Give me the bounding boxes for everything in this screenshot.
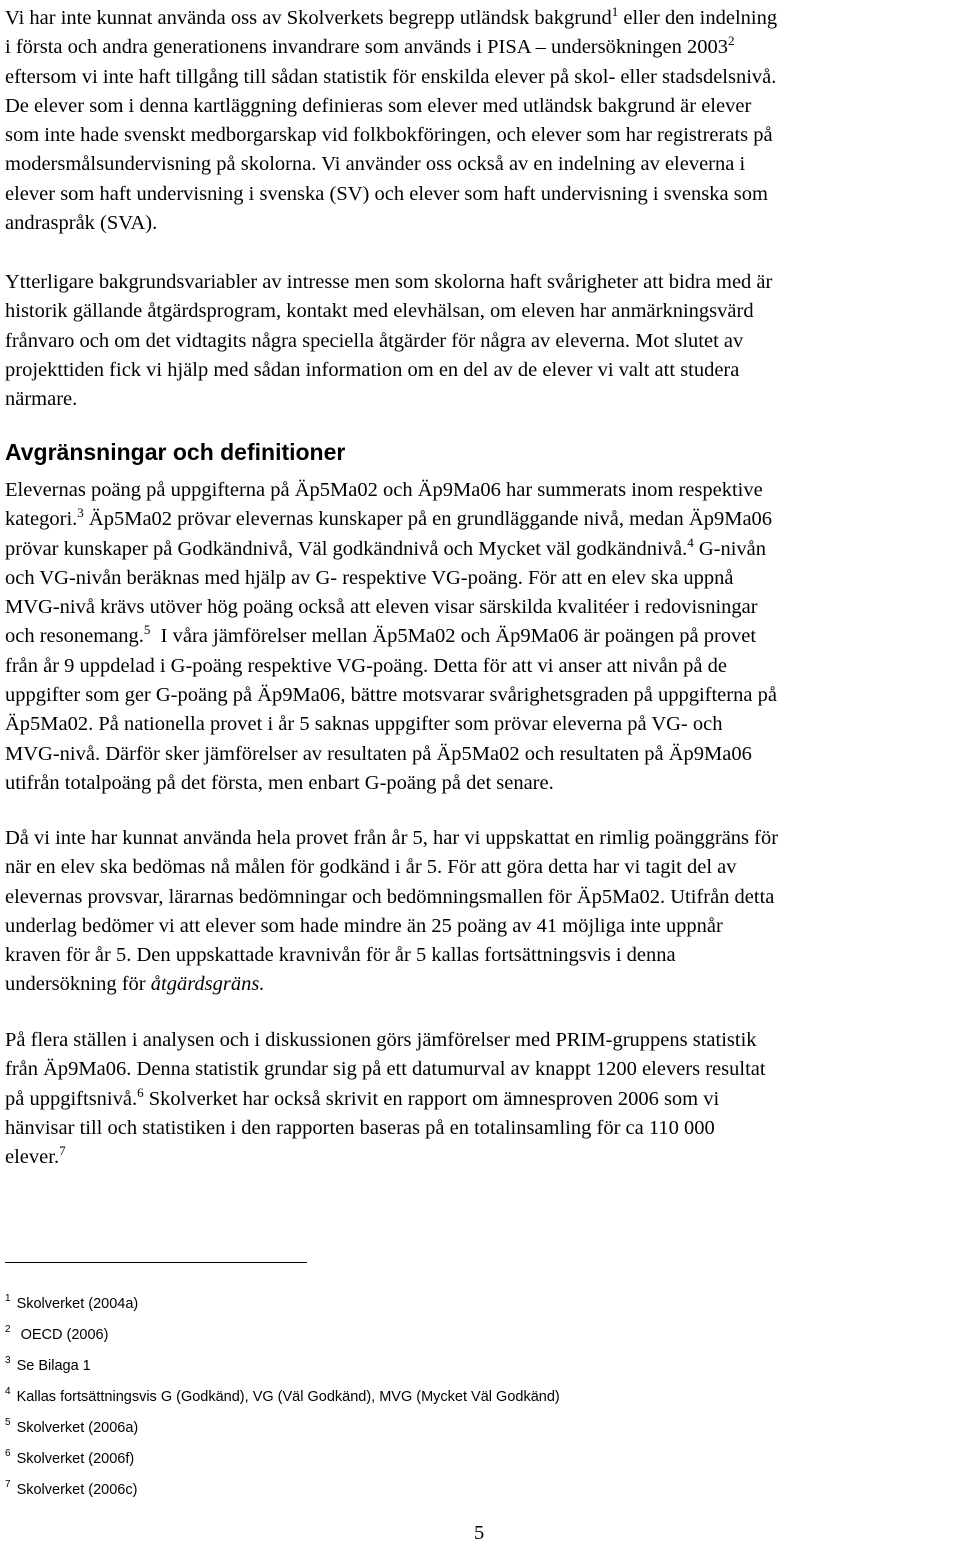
text-line: elevernas provsvar, lärarnas bedömningar och bedömningsmallen för Äp5Ma02. Utifrån detta [5,885,775,908]
text-line: undersökning för åtgärdsgräns. [5,973,265,996]
text-line: Ytterligare bakgrundsvariabler av intresse men som skolorna haft svårigheter att bidra med är [5,271,773,293]
text-line: uppgifter som ger G-poäng på Äp9Ma06, bättre motsvarar svårighetsgraden på uppgifterna på [5,684,777,707]
paragraph-background-definition [5,4,957,238]
text-line: kategori.$^3$ Äp5Ma02 prövar elevernas kunskaper på en grundläggande nivå, medan Äp9Ma06 [5,505,773,531]
footnote: $^1$ Skolverket (2004a) [5,1293,139,1312]
footnote: $^2$ OECD (2006) [5,1324,109,1343]
text-line: närmare. [5,388,78,411]
text-line: Då vi inte har kunnat använda hela provet från år 5, har vi uppskattat en rimlig poänggräns för [5,827,779,849]
text-line: på uppgiftsnivå.$^6$ Skolverket har också skrivit en rapport om ämnesproven 2006 som vi [5,1084,720,1110]
footnote-ref: 6 [137,1084,144,1100]
text-line: Vi har inte kunnat använda oss av Skolverkets begrepp utländsk bakgrund$^1$ eller den indelning [5,4,778,29]
paragraph-background-variables [5,268,957,414]
text-line: Äp5Ma02. På nationella provet i år 5 saknas uppgifter som prövar eleverna på VG- och [5,713,723,736]
section-heading: Avgränsningar och definitioner [5,439,346,465]
footnote-ref: 2 [728,33,735,49]
text-line: De elever som i denna kartläggning definieras som elever med utländsk bakgrund är elever [5,94,752,117]
text-line: historik gällande åtgärdsprogram, kontakt med elevhälsan, om eleven har anmärkningsvärd [5,300,754,323]
paragraph-threshold [5,824,957,1000]
footnote: $^6$ Skolverket (2006f) [5,1448,135,1467]
paragraph-comparisons [5,1026,957,1172]
text-line: elever.$^7$ [5,1143,66,1169]
text-line: från år 9 uppdelad i G-poäng respektive VG-poäng. Detta för att vi anser att nivån på de [5,654,727,677]
text-line: och VG-nivån beräknas med hjälp av G- respektive VG-poäng. För att en elev ska uppnå [5,566,734,589]
text-line: och resonemang.$^5$ I våra jämförelser mellan Äp5Ma02 och Äp9Ma06 är poängen på provet [5,622,757,648]
footnote-ref: 7 [59,1143,66,1159]
text-line: som inte hade svenskt medborgarskap vid folkbokföringen, och elever som har registrerats på [5,124,773,147]
text-line: utifrån totalpoäng på det första, men enbart G-poäng på det senare. [5,771,554,794]
paragraph-scoring [5,476,957,798]
page-number: 5 [474,1522,485,1544]
footnote-list [5,1283,560,1500]
footnote: $^7$ Skolverket (2006c) [5,1479,138,1498]
text-line: MVG-nivå. Därför sker jämförelser av resultaten på Äp5Ma02 och resultaten på Äp9Ma06 [5,742,752,765]
document-page [5,0,957,1551]
text-line: MVG-nivå krävs utöver hög poäng också att eleven visar särskilda kvalitéer i redovisningar [5,596,758,619]
text-line: projekttiden fick vi hjälp med sådan information om en del av de elever vi valt att studera [5,358,740,381]
footnote-ref: 4 [687,534,694,550]
text-line: På flera ställen i analysen och i diskussionen görs jämförelser med PRIM-gruppens statistik [5,1029,757,1051]
text-line: eftersom vi inte haft tillgång till sådan statistik för enskilda elever på skol- eller stadsdelsnivå. [5,65,777,88]
footnote: $^4$ Kallas fortsättningsvis G (Godkänd), VG (Väl Godkänd), MVG (Mycket Väl Godkänd) [5,1386,560,1405]
footnote-ref: 1 [611,4,619,19]
emphasis-term: åtgärdsgräns. [150,973,265,996]
text-line: underlag bedömer vi att elever som hade mindre än 25 poäng av 41 möjliga inte uppnår [5,914,723,937]
footnote-ref: 3 [77,505,84,521]
text-line: kraven för år 5. Den uppskattade kravnivån för år 5 kallas fortsättningsvis i denna [5,944,676,967]
text-line: från Äp9Ma06. Denna statistik grundar sig på ett datumurval av knappt 1200 elevers resultat [5,1058,766,1081]
footnote-separator [5,1262,307,1263]
text-line: modersmålsundervisning på skolorna. Vi använder oss också av en indelning av eleverna i [5,153,746,176]
text-line: Elevernas poäng på uppgifterna på Äp5Ma02 och Äp9Ma06 har summerats inom respektive [5,479,763,501]
text-line: prövar kunskaper på Godkändnivå, Väl godkändnivå och Mycket väl godkändnivå.$^4$ G-nivån [5,534,767,560]
text-line: frånvaro och om det vidtagits några speciella åtgärder för några av eleverna. Mot slutet av [5,329,744,352]
text-line: i första och andra generationens invandrare som används i PISA – undersökningen 2003$^2$ [5,33,735,59]
text-line: när en elev ska bedömas nå målen för godkänd i år 5. För att göra detta har vi tagit del av [5,856,737,879]
text-line: hänvisar till och statistiken i den rapporten baseras på en totalinsamling för ca 110 000 [5,1116,715,1139]
footnote-ref: 5 [143,622,151,638]
text-line: andraspråk (SVA). [5,212,158,235]
text-line: elever som haft undervisning i svenska (SV) och elever som haft undervisning i svenska som [5,182,768,205]
footnote: $^3$ Se Bilaga 1 [5,1355,91,1374]
footnote: $^5$ Skolverket (2006a) [5,1417,139,1436]
